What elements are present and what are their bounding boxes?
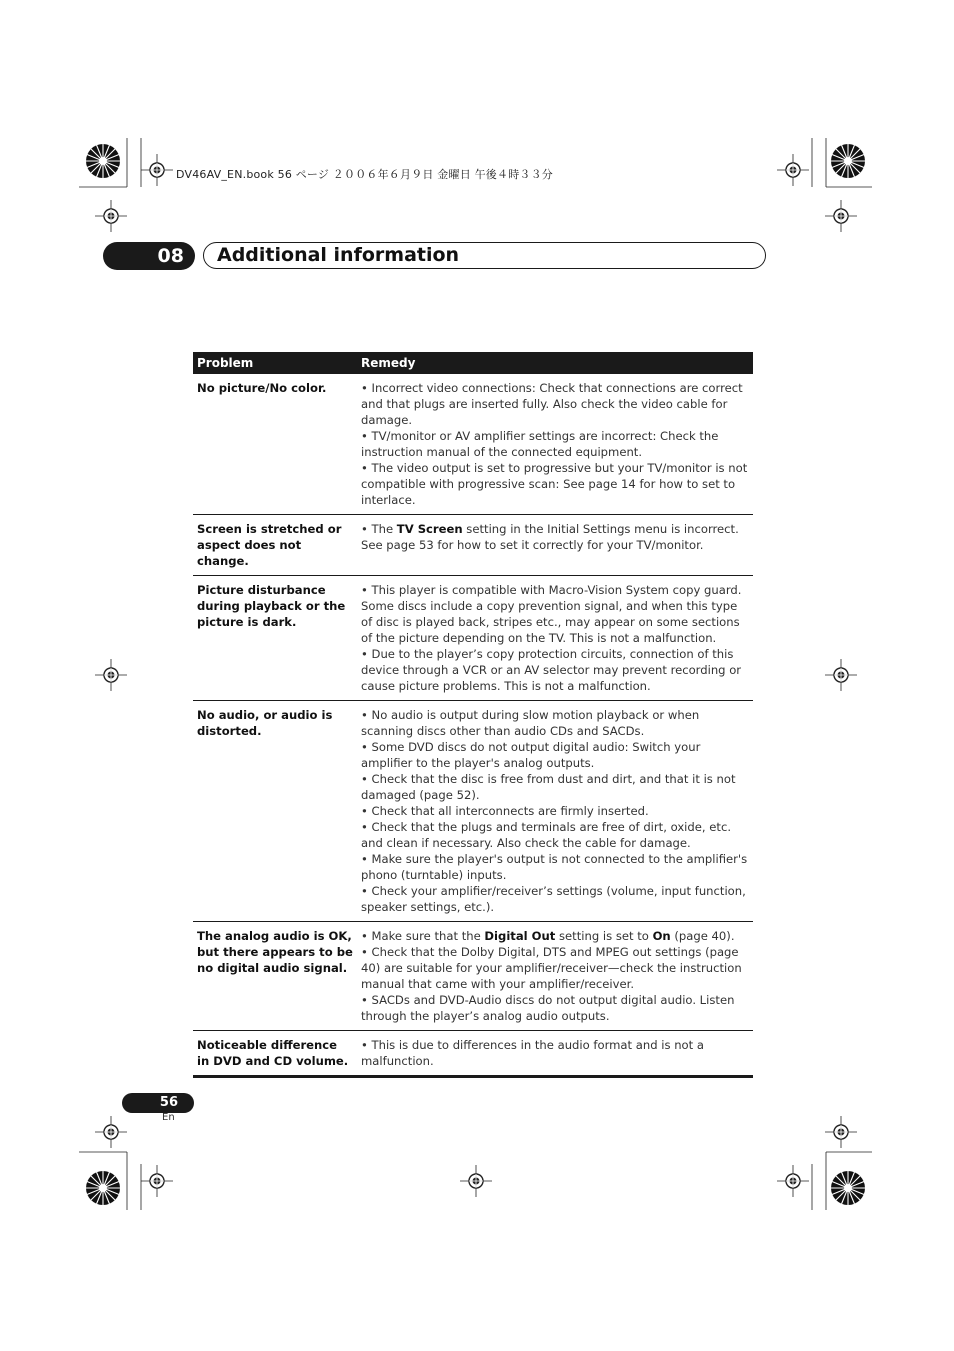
remedy-text: setting in the Initial Settings menu is incorrect. See page 53 for how to set it correctly for your TV/monitor. bbox=[361, 522, 739, 552]
remedy-item bbox=[361, 739, 749, 771]
remedy-text: • The video output is set to progressive but your TV/monitor is not compatible with progressive scan: See page 14 for how to set to interlace. bbox=[361, 461, 748, 507]
remedy-text: (page 40). bbox=[670, 929, 735, 943]
remedy-text: • No audio is output during slow motion playback or when scanning discs other than audio CDs and SACDs. bbox=[361, 708, 700, 738]
remedy-text: setting is set to bbox=[555, 929, 653, 943]
problem-cell: Screen is stretched or aspect does not change. bbox=[193, 515, 357, 576]
remedy-text: • Check that the disc is free from dust and dirt, and that it is not damaged (page 52). bbox=[361, 772, 736, 802]
table-row bbox=[193, 374, 753, 515]
table-row bbox=[193, 922, 753, 1031]
setting-name: On bbox=[652, 929, 671, 943]
remedy-text: • Check that the Dolby Digital, DTS and MPEG out settings (page 40) are suitable for your amplifier/receiver—check the instruction manual that came with your amplifier/receiver. bbox=[361, 945, 742, 991]
remedy-text: • Due to the player’s copy protection circuits, connection of this device through a VCR or an AV selector may prevent recording or cause picture problems. This is not a malfunction. bbox=[361, 647, 742, 693]
remedy-text: • Check your amplifier/receiver’s settings (volume, input function, speaker settings, etc.). bbox=[361, 884, 746, 914]
remedy-item bbox=[361, 1037, 749, 1069]
troubleshooting-table bbox=[193, 352, 753, 1078]
remedy-text: • Some DVD discs do not output digital audio: Switch your amplifier to the player's analog outputs. bbox=[361, 740, 701, 770]
problem-cell: No picture/No color. bbox=[193, 374, 357, 515]
problem-cell: Picture disturbance during playback or the picture is dark. bbox=[193, 576, 357, 701]
remedy-item bbox=[361, 883, 749, 915]
remedy-item bbox=[361, 928, 749, 944]
remedy-text: • Make sure the player's output is not connected to the amplifier's phono (turntable) inputs. bbox=[361, 852, 748, 882]
page-language: En bbox=[162, 1112, 175, 1123]
remedy-item bbox=[361, 851, 749, 883]
remedy-item bbox=[361, 803, 749, 819]
remedy-text: • The bbox=[361, 522, 397, 536]
remedy-cell bbox=[357, 374, 753, 515]
remedy-item bbox=[361, 819, 749, 851]
table-body bbox=[193, 374, 753, 1077]
print-header: DV46AV_EN.book 56 ページ ２００６年６月９日 金曜日 午後４時３３分 bbox=[176, 168, 553, 181]
table-row bbox=[193, 1031, 753, 1077]
remedy-item bbox=[361, 944, 749, 992]
chapter-title: Additional information bbox=[203, 242, 766, 269]
problem-cell: Noticeable difference in DVD and CD volume. bbox=[193, 1031, 357, 1077]
remedy-text: • Check that all interconnects are firmly inserted. bbox=[361, 804, 649, 818]
remedy-item bbox=[361, 380, 749, 428]
remedy-item bbox=[361, 707, 749, 739]
remedy-text: • Make sure that the bbox=[361, 929, 485, 943]
table-row bbox=[193, 576, 753, 701]
remedy-cell bbox=[357, 701, 753, 922]
remedy-cell bbox=[357, 922, 753, 1031]
remedy-cell bbox=[357, 576, 753, 701]
page-number: 56 bbox=[122, 1093, 194, 1113]
remedy-item bbox=[361, 521, 749, 553]
remedy-item bbox=[361, 992, 749, 1024]
remedy-text: • SACDs and DVD-Audio discs do not output digital audio. Listen through the player’s analog audio outputs. bbox=[361, 993, 735, 1023]
remedy-item bbox=[361, 460, 749, 508]
remedy-item bbox=[361, 646, 749, 694]
remedy-text: • TV/monitor or AV amplifier settings are incorrect: Check the instruction manual of the connected equipment. bbox=[361, 429, 719, 459]
table-row bbox=[193, 515, 753, 576]
table-header-row bbox=[193, 352, 753, 374]
table-row bbox=[193, 701, 753, 922]
setting-name: TV Screen bbox=[396, 522, 463, 536]
remedy-cell bbox=[357, 515, 753, 576]
column-header-problem: Problem bbox=[193, 352, 357, 374]
problem-cell: No audio, or audio is distorted. bbox=[193, 701, 357, 922]
problem-cell: The analog audio is OK, but there appears to be no digital audio signal. bbox=[193, 922, 357, 1031]
remedy-text: • This player is compatible with Macro-Vision System copy guard. Some discs include a copy prevention signal, and when this type of disc is played back, stripes etc., may appear on some sections of the picture depending on the TV. This is not a malfunction. bbox=[361, 583, 742, 645]
remedy-item bbox=[361, 771, 749, 803]
chapter-number-badge: 08 bbox=[103, 242, 195, 270]
setting-name: Digital Out bbox=[484, 929, 556, 943]
remedy-text: • Incorrect video connections: Check that connections are correct and that plugs are inserted fully. Also check the video cable for damage. bbox=[361, 381, 743, 427]
remedy-cell bbox=[357, 1031, 753, 1077]
remedy-item bbox=[361, 428, 749, 460]
remedy-item bbox=[361, 582, 749, 646]
column-header-remedy: Remedy bbox=[357, 352, 753, 374]
remedy-text: • Check that the plugs and terminals are free of dirt, oxide, etc. and clean if necessary. Also check the cable for damage. bbox=[361, 820, 732, 850]
remedy-text: • This is due to differences in the audio format and is not a malfunction. bbox=[361, 1038, 704, 1068]
